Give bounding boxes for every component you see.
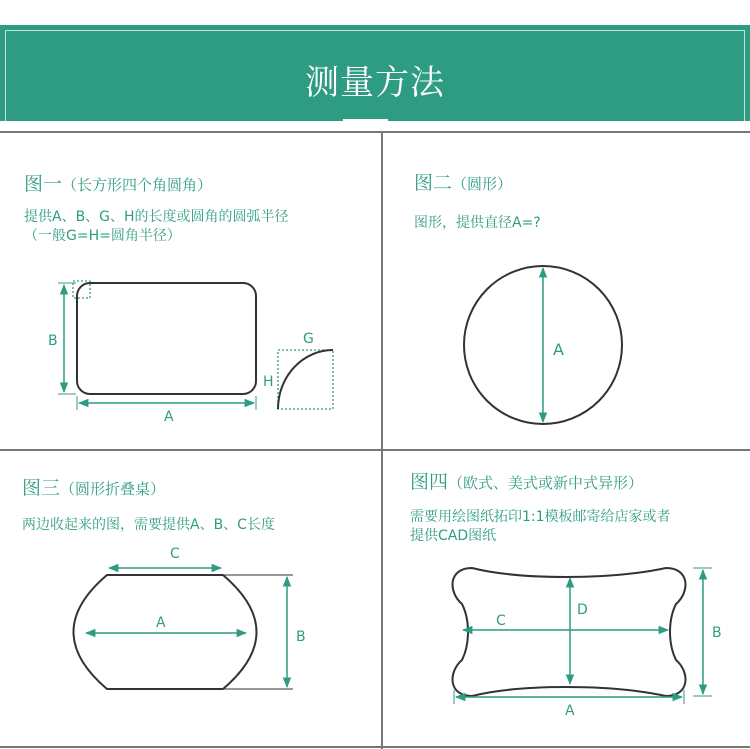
panel-2-heading: 图二 (414, 172, 453, 194)
panel-3-heading: 图三 (22, 477, 61, 499)
dim-d-label-4: D (577, 602, 588, 618)
corner-detail-arc (278, 350, 333, 409)
panel-1-heading: 图一 (24, 173, 63, 195)
page-title: 测量方法 (305, 63, 445, 103)
diagram-circle (464, 266, 622, 424)
panel-3-description: 两边收起来的图，需要提供A、B、C长度 (22, 517, 275, 533)
panel-1-subtitle: （长方形四个角圆角） (62, 176, 213, 194)
dim-g-label: G (303, 331, 314, 347)
diameter-label: A (553, 340, 564, 359)
panel-4-heading: 图四 (410, 471, 449, 493)
panel-3-subtitle: （圆形折叠桌） (60, 480, 166, 498)
dim-b-label-3: B (296, 629, 306, 645)
dim-c-label-3: C (170, 546, 180, 562)
panel-1-description: 提供A、B、G、H的长度或圆角的圆弧半径 （一般G=H=圆角半径） (24, 209, 289, 244)
dim-a-label: A (164, 409, 174, 425)
folding-table-outline (74, 575, 257, 689)
panel-4-subtitle: （欧式、美式或新中式异形） (448, 474, 644, 492)
dim-a-label-3: A (156, 615, 166, 631)
diagram-ornate-shape (453, 568, 722, 719)
dim-h-label: H (263, 374, 274, 390)
dim-c-label-4: C (496, 613, 506, 629)
rounded-rect-outline (77, 283, 256, 394)
diagram-folding-table (74, 546, 306, 689)
panel-2-description: 图形，提供直径A=? (414, 215, 541, 231)
dim-b-label: B (48, 333, 58, 349)
dim-a-label-4: A (565, 703, 575, 719)
ornate-shape-outline (453, 568, 686, 696)
diagram-rounded-rectangle (48, 281, 333, 425)
panel-2-subtitle: （圆形） (452, 175, 513, 193)
dim-b-label-4: B (712, 625, 722, 641)
panel-4-description: 需要用绘图纸拓印1:1模板邮寄给店家或者 提供CAD图纸 (410, 509, 671, 544)
